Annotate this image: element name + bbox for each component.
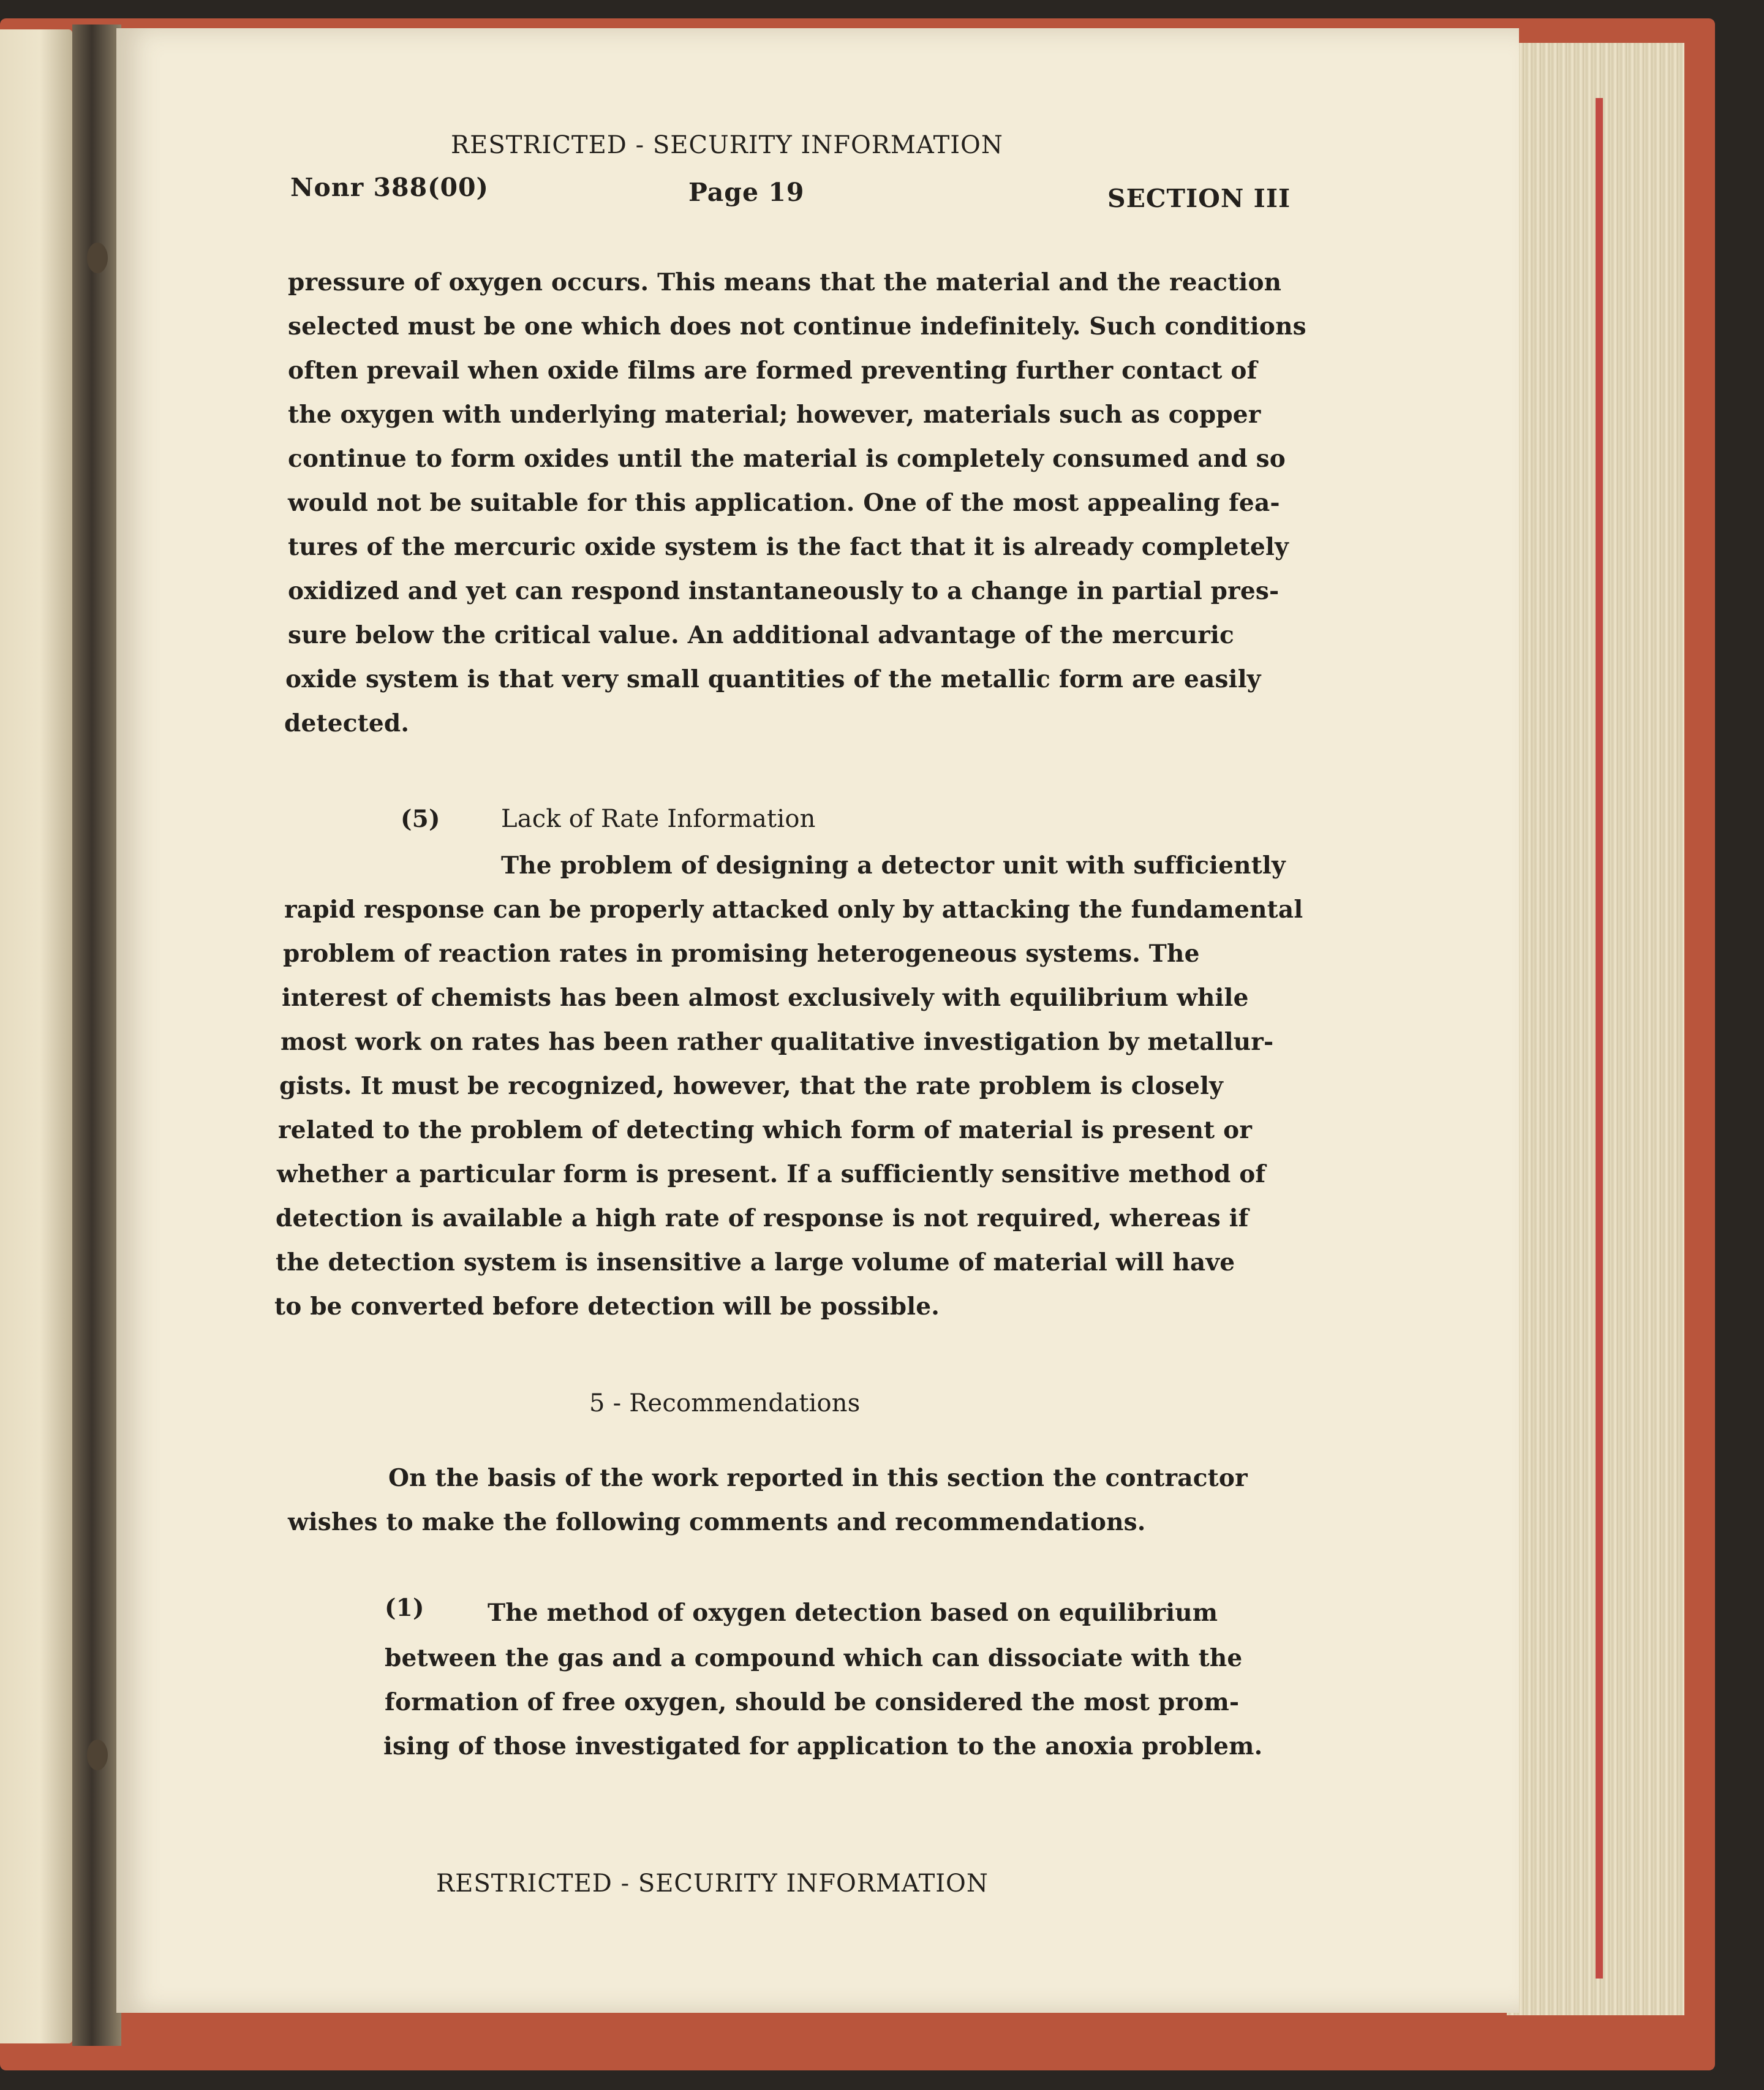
- recommendation-1-line: ising of those investigated for application to the anoxia problem.: [383, 1732, 1263, 1760]
- item5-line: detection is available a high rate of response is not required, whereas if: [276, 1204, 1249, 1232]
- paragraph-line: often prevail when oxide films are formed preventing further contact of: [288, 357, 1257, 385]
- paragraph-line: tures of the mercuric oxide system is the fact that it is already completely: [288, 533, 1289, 561]
- recommendation-1-line: between the gas and a compound which can dissociate with the: [385, 1644, 1243, 1672]
- recommendations-heading: 5 - Recommendations: [589, 1389, 861, 1417]
- header-contract: Nonr 388(00): [290, 173, 489, 202]
- paragraph-line: oxide system is that very small quantities of the metallic form are easily: [285, 665, 1261, 693]
- item5-line: most work on rates has been rather qualitative investigation by metallur-: [281, 1028, 1274, 1056]
- recommendation-1-line: The method of oxygen detection based on equilibrium: [488, 1599, 1218, 1627]
- paragraph-line: pressure of oxygen occurs. This means that the material and the reaction: [288, 268, 1282, 296]
- item5-line: related to the problem of detecting which form of material is present or: [278, 1116, 1253, 1144]
- header-page-number: Page 19: [688, 178, 805, 207]
- item5-number: (5): [401, 805, 440, 833]
- paragraph-line: selected must be one which does not continue indefinitely. Such conditions: [288, 312, 1306, 341]
- item5-line: to be converted before detection will be possible.: [274, 1292, 940, 1321]
- recommendation-1-line: formation of free oxygen, should be considered the most prom-: [385, 1688, 1240, 1716]
- recommendation-1-number: (1): [385, 1594, 424, 1622]
- item5-line: gists. It must be recognized, however, that the rate problem is closely: [279, 1072, 1224, 1100]
- item5-line: the detection system is insensitive a large volume of material will have: [276, 1248, 1235, 1277]
- item5-line: whether a particular form is present. If a sufficiently sensitive method of: [277, 1160, 1266, 1188]
- recommendations-intro: On the basis of the work reported in this section the contractor: [388, 1464, 1248, 1492]
- paragraph-line: detected.: [284, 709, 410, 738]
- item5-title: Lack of Rate Information: [501, 805, 816, 833]
- paragraph-line: the oxygen with underlying material; however, materials such as copper: [288, 401, 1261, 429]
- paragraph-line: continue to form oxides until the material is completely consumed and so: [288, 445, 1286, 473]
- item5-line: The problem of designing a detector unit with sufficiently: [501, 851, 1286, 880]
- header-classification: RESTRICTED - SECURITY INFORMATION: [451, 131, 1003, 159]
- header-section: SECTION III: [1107, 184, 1291, 213]
- footer-classification: RESTRICTED - SECURITY INFORMATION: [436, 1869, 989, 1898]
- item5-line: problem of reaction rates in promising heterogeneous systems. The: [283, 940, 1200, 968]
- recommendations-intro: wishes to make the following comments and recommendations.: [288, 1508, 1146, 1536]
- item5-line: rapid response can be properly attacked only by attacking the fundamental: [284, 896, 1303, 924]
- item5-line: interest of chemists has been almost exclusively with equilibrium while: [282, 984, 1249, 1012]
- paragraph-line: sure below the critical value. An additional advantage of the mercuric: [288, 621, 1234, 649]
- paragraph-line: would not be suitable for this application. One of the most appealing fea-: [288, 489, 1280, 517]
- paragraph-line: oxidized and yet can respond instantaneously to a change in partial pres-: [288, 577, 1280, 605]
